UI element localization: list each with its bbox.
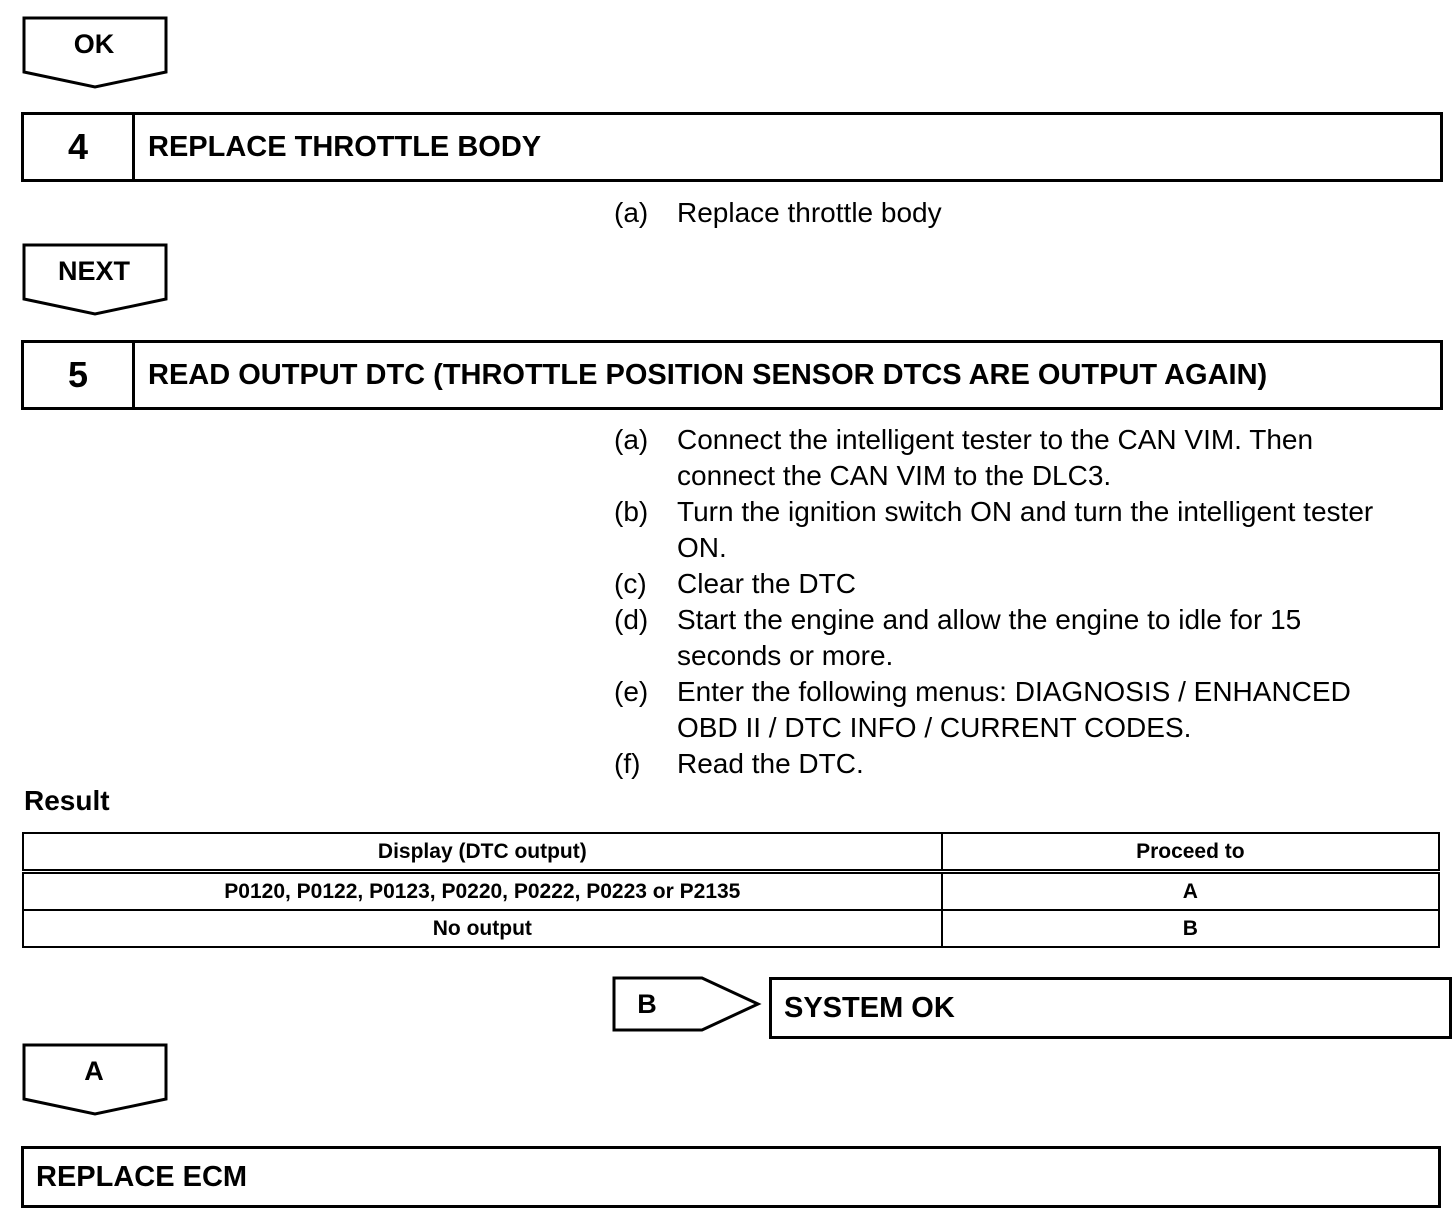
step-number: 4 (24, 115, 135, 179)
instruction-text: Clear the DTC (677, 568, 856, 599)
b-label: B (637, 989, 657, 1019)
instruction-item (614, 494, 1444, 566)
step-5-header (21, 340, 1443, 410)
column-header: Display (DTC output) (23, 833, 942, 872)
instruction-item (614, 674, 1444, 746)
instruction-label: (f) (614, 748, 641, 779)
instruction-item (614, 602, 1444, 674)
next-label: NEXT (57, 256, 130, 286)
table-cell: No output (23, 910, 942, 947)
instruction-label: (d) (614, 604, 649, 635)
instruction-label: (b) (614, 496, 649, 527)
step-number: 5 (24, 343, 135, 407)
ok-label: OK (73, 29, 115, 59)
step-4-instructions (614, 195, 1444, 231)
instruction-label: (a) (614, 424, 649, 455)
instruction-text: Read the DTC. (677, 748, 864, 779)
instruction-item (614, 746, 1444, 782)
ok-flow-tag (22, 16, 168, 90)
next-flow-tag (22, 243, 168, 317)
a-flow-tag (22, 1043, 168, 1117)
step-title: REPLACE THROTTLE BODY (148, 131, 542, 163)
instruction-label: (c) (614, 568, 647, 599)
instruction-item (614, 422, 1444, 494)
result-table (22, 832, 1440, 948)
instruction-label: (a) (614, 197, 649, 228)
table-cell: P0120, P0122, P0123, P0220, P0222, P0223 or P2135 (23, 872, 942, 911)
table-header-row (23, 833, 1439, 872)
instruction-text: Replace throttle body (677, 197, 942, 228)
system-ok-box: SYSTEM OK (769, 977, 1452, 1039)
table-cell: A (942, 872, 1439, 911)
instruction-text: Start the engine and allow the engine to idle for 15 seconds or more. (677, 604, 1302, 671)
instruction-text: Connect the intelligent tester to the CAN VIM. Then connect the CAN VIM to the DLC3. (677, 424, 1314, 491)
table-cell: B (942, 910, 1439, 947)
column-header: Proceed to (942, 833, 1439, 872)
instruction-text: Enter the following menus: DIAGNOSIS / ENHANCED OBD II / DTC INFO / CURRENT CODES. (677, 676, 1351, 743)
instruction-text: Turn the ignition switch ON and turn the intelligent tester ON. (677, 496, 1374, 563)
table-row (23, 872, 1439, 911)
step-title: READ OUTPUT DTC (THROTTLE POSITION SENSOR DTCS ARE OUTPUT AGAIN) (148, 359, 1268, 391)
instruction-item (614, 566, 1444, 602)
b-flow-tag (612, 976, 762, 1034)
instruction-item (614, 195, 1444, 231)
replace-ecm-box: REPLACE ECM (21, 1146, 1441, 1208)
a-label: A (84, 1056, 104, 1086)
table-row (23, 910, 1439, 947)
step-5-instructions (614, 422, 1444, 782)
result-heading: Result (24, 785, 110, 816)
instruction-label: (e) (614, 676, 649, 707)
step-4-header (21, 112, 1443, 182)
